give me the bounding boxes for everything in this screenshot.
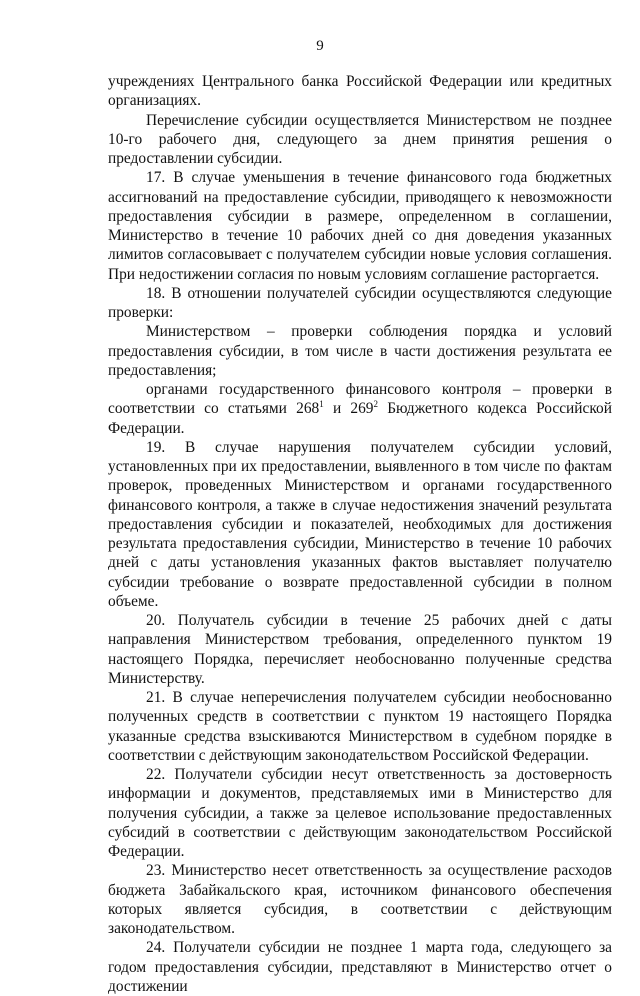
paragraph-item-21: 21. В случае неперечисления получателем субсидии необоснованно полученных средств в соответствии с пунктом 19 настоящего Порядка указанные средства взыскиваются Министерством в судебном порядке в соответствии с действующим законодательством Российской Федерации. [108, 689, 612, 764]
paragraph-item-20: 20. Получатель субсидии в течение 25 рабочих дней с даты направления Министерством требования, определенного пунктом 19 настоящего Порядка, перечисляет необоснованно полученные средства Министерству. [108, 612, 612, 687]
state-control-text-after: Бюджетного кодекса Российской Федерации. [108, 400, 612, 437]
paragraph-continuation: учреждениях Центрального банка Российской Федерации или кредитных организациях. [108, 73, 612, 110]
paragraph-item-18: 18. В отношении получателей субсидии осуществляются следующие проверки: [108, 284, 612, 321]
state-control-text-middle: и 269 [323, 400, 374, 418]
paragraph-state-control-checks [108, 380, 612, 438]
superscript-1: 1 [319, 399, 324, 410]
paragraph-item-24: 24. Получатели субсидии не позднее 1 марта года, следующего за годом предоставления субсидии, представляют в Министерство отчет о достижении [108, 939, 612, 995]
paragraph-item-22: 22. Получатели субсидии несут ответственность за достоверность информации и документов, представляемых ими в Министерство для получения субсидии, а также за целевое использование предоставленных субсидий в соответствии с действующим законодательством Российской Федерации. [108, 766, 612, 860]
paragraph-subsidy-transfer: Перечисление субсидии осуществляется Министерством не позднее 10-го рабочего дня, следующего за днем принятия решения о предоставлении субсидии. [108, 111, 612, 167]
state-control-text-before: органами государственного финансового контроля – проверки в соответствии со статьями 268 [108, 381, 612, 418]
document-body [108, 72, 612, 996]
page-number: 9 [316, 38, 324, 54]
superscript-2: 2 [373, 399, 378, 410]
paragraph-item-19: 19. В случае нарушения получателем субсидии условий, установленных при их предоставлении, выявленного в том числе по фактам проверок, проведенных Министерством и органами государственного финансового контроля, а также в случае недостижения значений результата предоставления субсидии и показателей, необходимых для достижения результата предоставления субсидии, Министерство в течение 10 рабочих дней с даты установления указанных фактов выставляет получателю субсидии требование о возврате предоставленной субсидии в полном объеме. [108, 438, 612, 610]
paragraph-ministry-checks: Министерством – проверки соблюдения порядка и условий предоставления субсидии, в том числе в части достижения результата ее предоставления; [108, 323, 612, 379]
paragraph-item-23: 23. Министерство несет ответственность за осуществление расходов бюджета Забайкальского края, источником финансового обеспечения которых является субсидия, в соответствии с действующим законодательством. [108, 862, 612, 937]
paragraph-item-17: 17. В случае уменьшения в течение финансового года бюджетных ассигнований на предоставление субсидии, приводящего к невозможности предоставления субсидии в размере, определенном в соглашении, Министерство в течение 10 рабочих дней со дня доведения указанных лимитов согласовывает с получателем субсидии новые условия соглашения. При недостижении согласия по новым условиям соглашение расторгается. [108, 169, 612, 283]
